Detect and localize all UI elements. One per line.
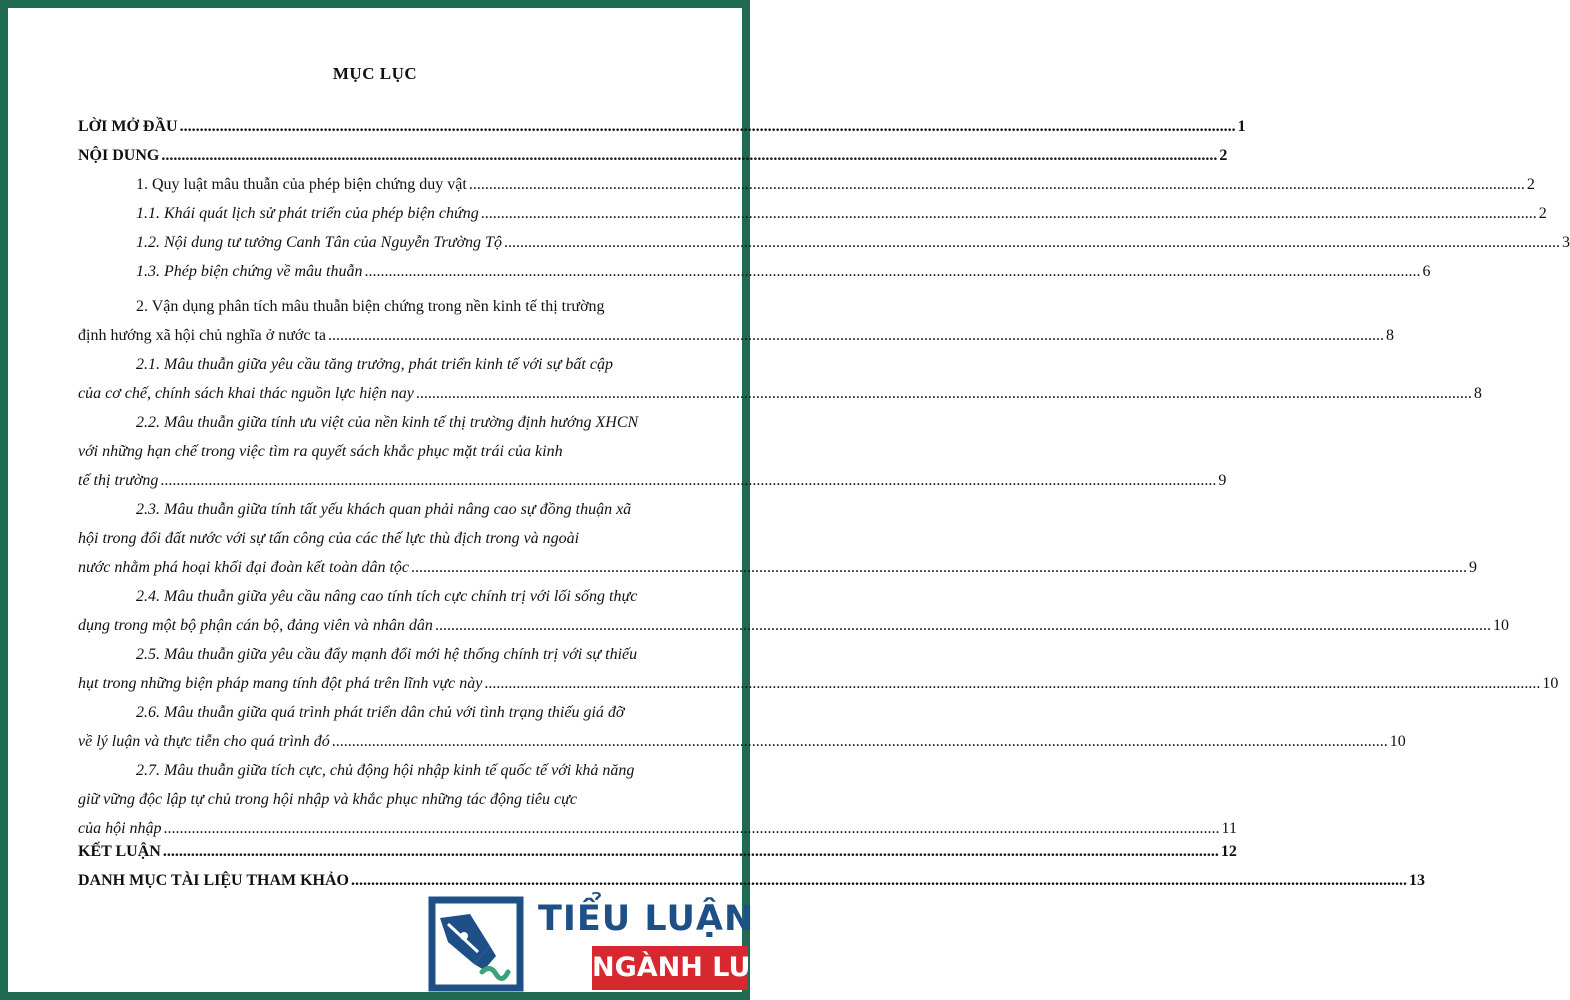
toc-entry-2-4[interactable]: 2.4. Mâu thuẫn giữa yêu cầu nâng cao tính tích cực chính trị với lối sống thực dụng trong một bộ phận cán bộ, đảng viên và nhân dân ..... 10 [78, 582, 688, 640]
page-number: 2 [1219, 147, 1228, 164]
page-number: 6 [1422, 263, 1431, 280]
page-number: 1 [1237, 118, 1246, 135]
toc-entry-1-1[interactable]: 1.1. Khái quát lịch sử phát triển của phép biện chứng ..... 2 [78, 205, 688, 234]
page-number: 8 [1386, 327, 1395, 344]
dot-leader [164, 814, 1220, 843]
toc-entry-1-3[interactable]: 1.3. Phép biện chứng về mâu thuẫn ..... 6 [78, 263, 688, 292]
page-number: 10 [1542, 675, 1559, 692]
site-logo [426, 890, 790, 1000]
page-number: 8 [1473, 385, 1482, 402]
dot-leader [416, 379, 1472, 408]
page-title: MỤC LỤC [332, 64, 418, 83]
dot-leader [351, 872, 1407, 890]
table-of-contents [78, 118, 1570, 901]
page-number: 13 [1408, 872, 1425, 889]
toc-entry-1-2[interactable]: 1.2. Nội dung tư tưởng Canh Tân của Nguyễn Trường Tộ ..... 3 [78, 234, 688, 263]
page-number: 9 [1469, 559, 1477, 576]
dot-leader [364, 263, 1420, 281]
toc-entry-2[interactable]: 2. Vận dụng phân tích mâu thuẫn biện chứng trong nền kinh tế thị trường định hướng xã hội chủ nghĩa ở nước ta ..... 8 [78, 292, 688, 350]
page-number: 3 [1561, 234, 1570, 251]
toc-entry-2-7[interactable]: 2.7. Mâu thuẫn giữa tích cực, chủ động hội nhập kinh tế quốc tế với khả năng giữ vững độc lập tự chủ trong hội nhập và khắc phục những tác động tiêu cực của hội nhập ..... 11 [78, 756, 688, 843]
toc-entry-tai-lieu[interactable]: DANH MỤC TÀI LIỆU THAM KHẢO ..... 13 [78, 872, 688, 901]
pen-nib-icon [426, 894, 526, 994]
toc-entry-2-1[interactable]: 2.1. Mâu thuẫn giữa yêu cầu tăng trưởng, phát triển kinh tế với sự bất cập của cơ chế, chính sách khai thác nguồn lực hiện nay ..... 8 [78, 350, 688, 408]
dot-leader [160, 466, 1216, 495]
dot-leader [163, 843, 1219, 861]
page-number: 9 [1218, 472, 1227, 489]
page-number: 11 [1221, 820, 1237, 837]
toc-entry-2-2[interactable]: 2.2. Mâu thuẫn giữa tính ưu việt của nền kinh tế thị trường định hướng XHCN với những hạn chế trong việc tìm ra quyết sách khắc phục mặt trái của kinh tế thị trường ..... 9 [78, 408, 688, 495]
page-number: 2 [1526, 176, 1535, 193]
page-number: 12 [1220, 843, 1237, 860]
toc-entry-2-5[interactable]: 2.5. Mâu thuẫn giữa yêu cầu đẩy mạnh đổi mới hệ thống chính trị với sự thiếu hụt trong những biện pháp mang tính đột phá trên lĩnh vực này ..... 10 [78, 640, 688, 698]
dot-leader [180, 118, 1236, 136]
dot-leader [328, 321, 1384, 350]
logo-title: TIỂU LUẬN [538, 899, 755, 939]
toc-entry-1[interactable]: 1. Quy luật mâu thuẫn của phép biện chứng duy vật ..... 2 [78, 176, 688, 205]
toc-entry-noi-dung[interactable]: NỘI DUNG ..... 2 [78, 147, 688, 176]
toc-entry-2-3[interactable]: 2.3. Mâu thuẫn giữa tính tất yếu khách quan phải nâng cao sự đồng thuận xã hội trong đổi đất nước với sự tấn công của các thế lực thù địch trong và ngoài nước nhằm phá hoại khối đại đoàn kết toàn dân tộc ..... 9 [78, 495, 688, 582]
logo-subtitle: NGÀNH LUẬT [592, 946, 748, 990]
dot-leader [469, 176, 1525, 194]
page-number: 2 [1538, 205, 1547, 222]
page-number: 10 [1389, 733, 1406, 750]
dot-leader [504, 234, 1560, 252]
dot-leader [332, 727, 1388, 756]
page-number: 10 [1492, 617, 1509, 634]
toc-entry-ket-luan[interactable]: KẾT LUẬN ..... 12 [78, 843, 688, 872]
dot-leader [411, 553, 1467, 582]
dot-leader [481, 205, 1537, 223]
toc-entry-2-6[interactable]: 2.6. Mâu thuẫn giữa quá trình phát triển dân chủ với tình trạng thiếu giá đỡ về lý luận và thực tiễn cho quá trình đó ..... 10 [78, 698, 688, 756]
dot-leader [161, 147, 1217, 165]
dot-leader [435, 611, 1491, 640]
dot-leader [484, 669, 1540, 698]
toc-entry-loi-mo-dau[interactable]: LỜI MỞ ĐẦU ..... 1 [78, 118, 688, 147]
